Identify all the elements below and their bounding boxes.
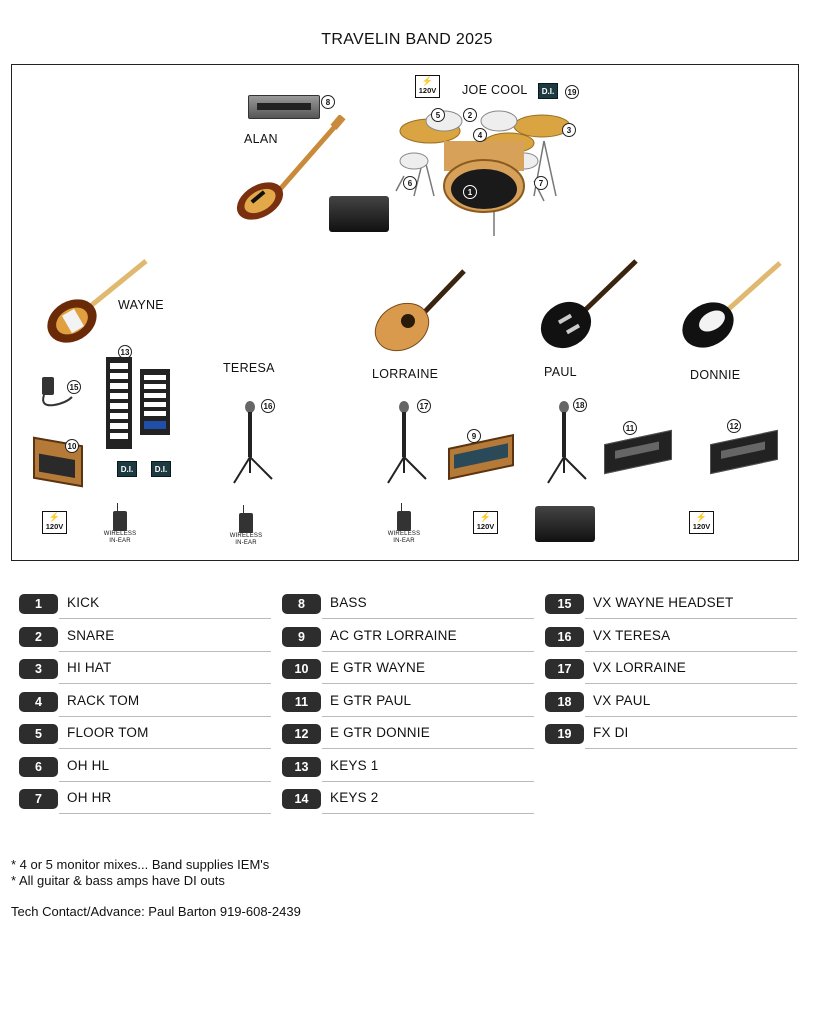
input-name: AC GTR LORRAINE (330, 628, 457, 643)
input-name: RACK TOM (67, 693, 140, 708)
input-name: OH HR (67, 790, 112, 805)
input-number: 11 (282, 692, 321, 712)
input-number: 13 (282, 757, 321, 777)
amp-grille (615, 442, 659, 459)
row-divider (59, 651, 271, 652)
input-row-8 (282, 592, 534, 612)
amp-grille (454, 443, 508, 468)
row-divider (59, 618, 271, 619)
input-number: 3 (19, 659, 58, 679)
input-row-10 (282, 657, 534, 677)
marker-7: 7 (534, 176, 548, 190)
acoustic-guitar-icon (372, 265, 468, 355)
row-divider (59, 781, 271, 782)
row-divider (59, 813, 271, 814)
drum-kit-icon (384, 101, 584, 241)
input-name: E GTR DONNIE (330, 725, 430, 740)
mic-stand-icon-paul (544, 399, 590, 487)
iem-pack-icon (397, 511, 411, 531)
row-divider (585, 683, 797, 684)
input-name: VX TERESA (593, 628, 671, 643)
input-row-16 (545, 625, 797, 645)
amp-grille (39, 454, 75, 478)
input-number: 15 (545, 594, 584, 614)
marker-2: 2 (463, 108, 477, 122)
input-number: 10 (282, 659, 321, 679)
row-divider (59, 748, 271, 749)
input-number: 5 (19, 724, 58, 744)
power-drop-drums (415, 75, 440, 98)
row-divider (322, 651, 534, 652)
di-box-keys-2: D.I. (151, 461, 171, 477)
input-number: 7 (19, 789, 58, 809)
input-row-15 (545, 592, 797, 612)
input-row-2 (19, 625, 271, 645)
row-divider (322, 716, 534, 717)
iem-label-line1: WIRELESS (103, 531, 137, 537)
input-name: KEYS 1 (330, 758, 379, 773)
marker-11: 11 (623, 421, 637, 435)
input-number: 2 (19, 627, 58, 647)
input-row-7 (19, 787, 271, 807)
iem-pack-icon (113, 511, 127, 531)
marker-1: 1 (463, 185, 477, 199)
row-divider (322, 618, 534, 619)
row-divider (322, 813, 534, 814)
row-divider (585, 716, 797, 717)
power-drop-right (689, 511, 714, 534)
iem-label-line2: IN-EAR (235, 540, 257, 546)
input-row-19 (545, 722, 797, 742)
performer-wayne: WAYNE (118, 298, 164, 312)
marker-19: 19 (565, 85, 579, 99)
input-name: KEYS 2 (330, 790, 379, 805)
input-number: 14 (282, 789, 321, 809)
input-row-14 (282, 787, 534, 807)
performer-lorraine: LORRAINE (372, 367, 439, 381)
note-di-outs: * All guitar & bass amps have DI outs (11, 873, 225, 888)
amp-cabinet (448, 434, 514, 480)
input-row-13 (282, 755, 534, 775)
acoustic-amp-lorraine (446, 435, 512, 481)
input-name: VX WAYNE HEADSET (593, 595, 734, 610)
marker-13: 13 (118, 345, 132, 359)
bolt-icon: ⚡ (479, 512, 492, 522)
les-paul-guitar-icon (536, 255, 640, 355)
input-name: HI HAT (67, 660, 112, 675)
marker-15: 15 (67, 380, 81, 394)
input-name: BASS (330, 595, 367, 610)
keyboard-stand-icon (106, 357, 172, 453)
wireless-iem-teresa (226, 513, 266, 547)
iem-label-line2: IN-EAR (393, 538, 415, 544)
input-name: E GTR WAYNE (330, 660, 426, 675)
power-label: 120V (476, 522, 495, 531)
amp-cabinet (604, 430, 672, 474)
input-number: 12 (282, 724, 321, 744)
monitor-wedge-paul (535, 506, 595, 542)
performer-alan: ALAN (244, 132, 278, 146)
row-divider (59, 683, 271, 684)
marker-18: 18 (573, 398, 587, 412)
row-divider (322, 748, 534, 749)
input-name: E GTR PAUL (330, 693, 412, 708)
row-divider (322, 781, 534, 782)
input-number: 1 (19, 594, 58, 614)
input-name: SNARE (67, 628, 115, 643)
performer-paul: PAUL (544, 365, 577, 379)
monitor-wedge-alan (329, 196, 389, 232)
guitar-amp-donnie (708, 433, 780, 475)
row-divider (59, 716, 271, 717)
marker-17: 17 (417, 399, 431, 413)
row-divider (585, 748, 797, 749)
di-box-fx: D.I. (538, 83, 558, 99)
amp-cabinet (710, 430, 778, 474)
stage-plot (11, 64, 799, 561)
performer-joe-cool: JOE COOL (462, 83, 528, 97)
input-name: VX LORRAINE (593, 660, 686, 675)
bolt-icon: ⚡ (695, 512, 708, 522)
di-box-keys-1: D.I. (117, 461, 137, 477)
input-row-12 (282, 722, 534, 742)
power-drop-wayne (42, 511, 67, 534)
power-label: 120V (418, 86, 437, 95)
input-name: FLOOR TOM (67, 725, 149, 740)
input-row-1 (19, 592, 271, 612)
amp-panel (257, 103, 311, 110)
row-divider (585, 618, 797, 619)
marker-6: 6 (403, 176, 417, 190)
input-number: 17 (545, 659, 584, 679)
marker-12: 12 (727, 419, 741, 433)
input-row-5 (19, 722, 271, 742)
input-number: 4 (19, 692, 58, 712)
input-number: 9 (282, 627, 321, 647)
row-divider (585, 651, 797, 652)
marker-8: 8 (321, 95, 335, 109)
iem-label-line1: WIRELESS (387, 531, 421, 537)
input-number: 6 (19, 757, 58, 777)
marker-3: 3 (562, 123, 576, 137)
power-label: 120V (692, 522, 711, 531)
marker-9: 9 (467, 429, 481, 443)
iem-label-line1: WIRELESS (229, 533, 263, 539)
power-label: 120V (45, 522, 64, 531)
input-row-3 (19, 657, 271, 677)
input-number: 18 (545, 692, 584, 712)
input-name: KICK (67, 595, 100, 610)
guitar-amp-paul (602, 433, 674, 475)
input-number: 16 (545, 627, 584, 647)
input-row-18 (545, 690, 797, 710)
input-name: OH HL (67, 758, 110, 773)
performer-donnie: DONNIE (690, 368, 741, 382)
marker-16: 16 (261, 399, 275, 413)
input-name: VX PAUL (593, 693, 651, 708)
input-row-11 (282, 690, 534, 710)
iem-label-line2: IN-EAR (109, 538, 131, 544)
iem-pack-icon (239, 513, 253, 533)
bolt-icon: ⚡ (48, 512, 61, 522)
power-drop-center (473, 511, 498, 534)
marker-4: 4 (473, 128, 487, 142)
wireless-iem-wayne (100, 511, 140, 545)
input-name: FX DI (593, 725, 629, 740)
wireless-iem-lorraine (384, 511, 424, 545)
input-row-4 (19, 690, 271, 710)
input-row-17 (545, 657, 797, 677)
input-number: 19 (545, 724, 584, 744)
marker-5: 5 (431, 108, 445, 122)
note-monitor-mixes: * 4 or 5 monitor mixes... Band supplies IEM's (11, 857, 270, 872)
row-divider (322, 683, 534, 684)
page-title: TRAVELIN BAND 2025 (321, 31, 493, 48)
strat-guitar-icon (678, 255, 784, 355)
amp-grille (721, 442, 765, 459)
bolt-icon: ⚡ (421, 76, 434, 86)
input-row-6 (19, 755, 271, 775)
input-number: 8 (282, 594, 321, 614)
marker-10: 10 (65, 439, 79, 453)
performer-teresa: TERESA (223, 361, 275, 375)
tech-contact: Tech Contact/Advance: Paul Barton 919-608-2439 (11, 904, 301, 919)
input-row-9 (282, 625, 534, 645)
